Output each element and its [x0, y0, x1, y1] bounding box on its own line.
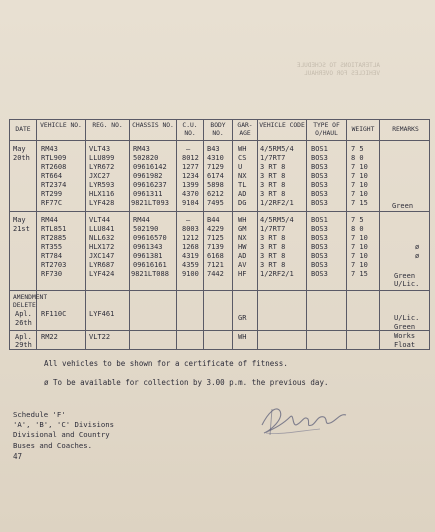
header-body: BODY NO.	[210, 122, 226, 137]
schedule-footer: Schedule 'F' 'A', 'B', 'C' Divisions Divisional and Country Buses and Coaches.	[13, 410, 115, 450]
signature-image	[250, 395, 360, 447]
group-date: May	[13, 145, 26, 153]
group-date: 21st	[13, 225, 30, 233]
group-date: 20th	[13, 154, 30, 162]
collection-marker: ø	[415, 252, 420, 260]
header-date: DATE	[15, 126, 31, 133]
header-reg: REG. NO.	[92, 122, 123, 129]
group-date: May	[13, 216, 26, 224]
header-remarks: REMARKS	[392, 126, 419, 133]
header-weight: WEIGHT	[351, 126, 375, 133]
fitness-note: All vehicles to be shown for a certificate of fitness.	[44, 359, 288, 368]
amendment-label: AMENDMENT	[13, 294, 48, 301]
header-cu: C.U. NO.	[182, 122, 198, 137]
page-number: 47	[13, 452, 23, 461]
header-garage: GAR- AGE	[237, 122, 253, 137]
amendment-label: DELETE	[13, 302, 36, 309]
schedule-table: DATE VEHICLE NO. REG. NO. CHASSIS NO. C.U. NO. BODY NO. GAR- AGE VEHICLE CODE TYPE OF O/HAUL WEIGHT REMARKS May 20th RM43 VLT43 RM43 — B43 WH 4/5RM5/4 BOS1 7 5 RTL909 LLU899 502820 8012 4310 CS 1/7RT7 BOS3 8 0 RT2608 LYR672 09616142 1277 7129 U 3 RT 8 BOS3 7 10 RT664 JXC27 0961982 1234 6174 NX 3 RT 8 BOS3 7 10 RT2374 LYR593 09616237 1399 5898 TL 3 RT 8 BOS3 7 10 RT299 HLX116 0961311 4370 6212 AD 3 RT 8 BOS3 7 10 RF77C LYF428 9821LT093 9104 7495 DG 1/2RF2/1 BOS3 7 15 Green May 21st RM44 VLT44 RM44 — B44 WH 4/5RM5/4 BOS1 7 5 RTL851 LLU841 502190 8003 4229 GM 1/7RT7 BOS3 8 0 RT2885 NLL632 09616570 1212 7125 NX 3 RT 8 BOS3 7 10 RT355 HLX172 0961343 1268 7139 HW 3 RT 8 BOS3 7 10 ø RT784 JXC147 0961381 4319 6168 AD 3 RT 8 BOS3 7 10 ø RT2703 LYR687 09616161 4359 7121 AV 3 RT 8 BOS3 7 10 RF730 LYF424 9821LT088 9100 7442 HF 1/2RF2/1 BOS3 7 15 Green U/Lic. AMENDMENT DELETE Apl. 26th RF110C LYF461 GR U/Lic. Green Apl. 29th RM22 VLT22 WH Works Float	[9, 119, 430, 350]
collection-note: ø To be available for collection by 3.00 p.m. the previous day.	[44, 378, 329, 387]
header-vehicle-code: VEHICLE CODE	[259, 122, 305, 129]
bleed-through-text: ALTERATIONS TO SCHEDULE VEHICLES FOR OVERHAUL	[296, 62, 380, 77]
header-vehicle: VEHICLE NO.	[40, 122, 82, 129]
collection-marker: ø	[415, 243, 420, 251]
header-chassis: CHASSIS NO.	[132, 122, 174, 129]
header-overhaul: TYPE OF O/HAUL	[313, 122, 340, 137]
